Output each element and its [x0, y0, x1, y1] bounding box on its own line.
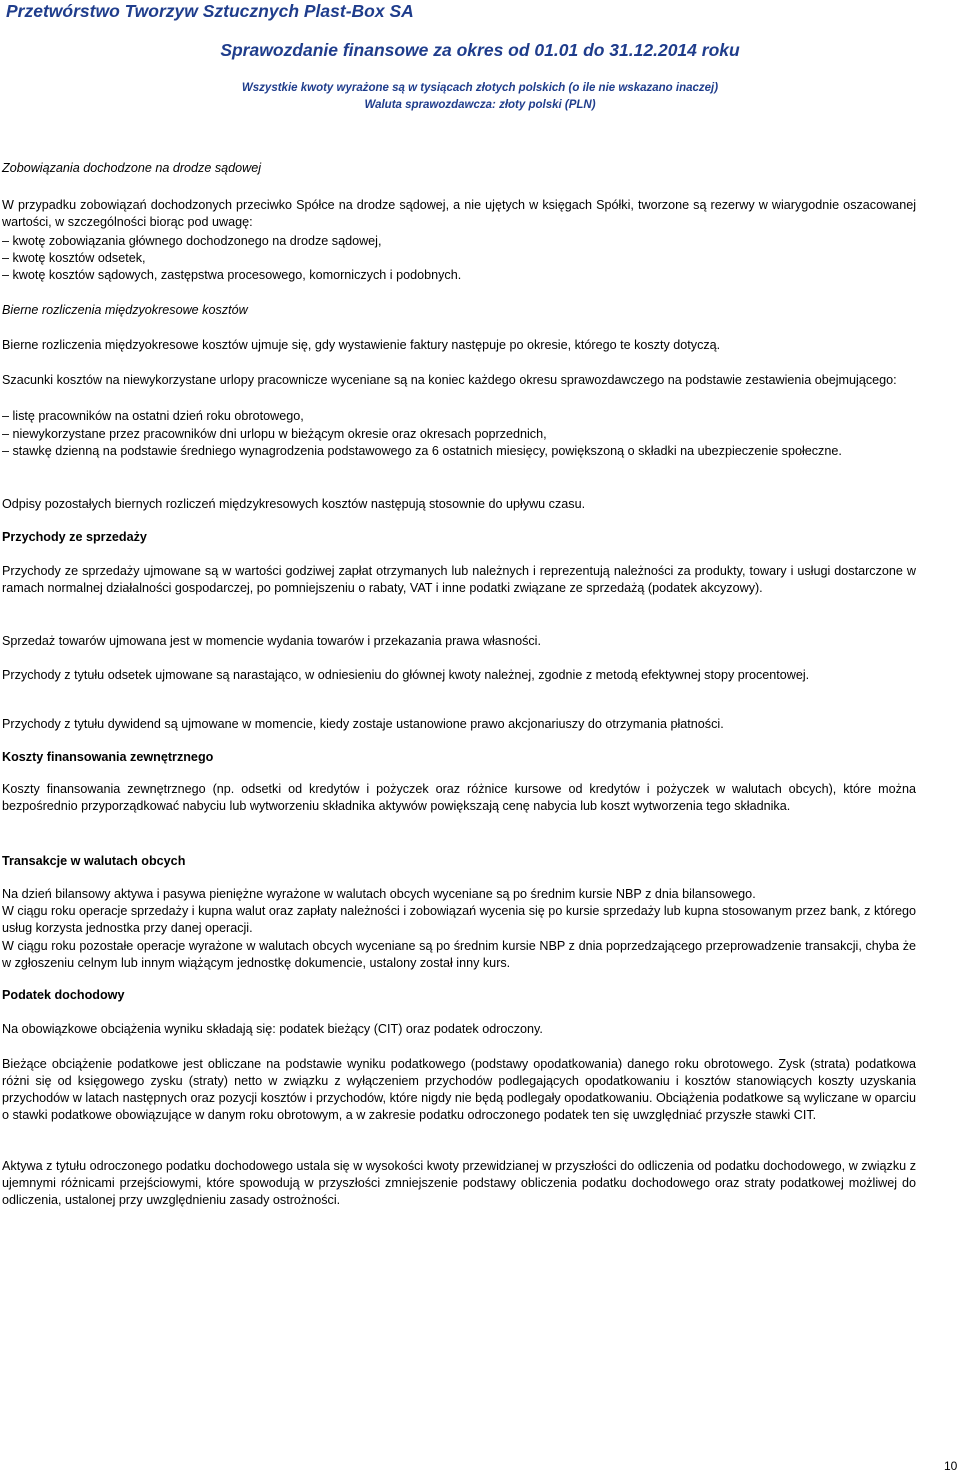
tax-paragraph: Na obowiązkowe obciążenia wyniku składają się: podatek bieżący (CIT) oraz podatek odroczony. — [2, 1022, 543, 1036]
revenue-paragraph: Przychody z tytułu dywidend są ujmowane w momencie, kiedy zostaje ustanowione prawo akcjonariuszy do otrzymania płatności. — [2, 717, 724, 731]
section-heading-court-liabilities: Zobowiązania dochodzone na drodze sądowej — [2, 161, 262, 175]
section-heading-tax: Podatek dochodowy — [2, 988, 125, 1002]
accruals-item: – stawkę dzienną na podstawie średniego wynagrodzenia podstawowego za 6 ostatnich miesięcy, powiększoną o składki na ubezpieczenie społeczne. — [2, 444, 842, 458]
tax-paragraph: Bieżące obciążenie podatkowe jest obliczane na podstawie wyniku podatkowego (podstawy opodatkowania) danego roku obrotowego. Zysk (strata) podatkowa różni się od księgowego zysku (straty) netto w związku z wyłączeniem przychodów podlegających opodatkowaniu i kosztów stanowiących koszty uzyskania przychodów w latach następnych oraz pozycji kosztów i przychodów, które nigdy nie będą podlegały opodatkowaniu. Obciążenia podatkowe są wyliczane w oparciu o stawki podatkowe obowiązujące w danym roku obrotowym, a w zakresie podatku odroczonego podatek ten się uwzględniać przyszłe stawki CIT. — [2, 1057, 916, 1122]
financing-paragraph: Koszty finansowania zewnętrznego (np. odsetki od kredytów i pożyczek oraz różnice kursowe od kredytów i pożyczek w walutach obcych), które można bezpośrednio przyporządkować nabyciu lub wytworzeniu składnika aktywów powiększają cenę nabycia lub koszt wytworzenia tego składnika. — [2, 782, 916, 813]
accruals-paragraph: Bierne rozliczenia międzyokresowe kosztów ujmuje się, gdy wystawienie faktury następuje po okresie, którego te koszty dotyczą. — [2, 338, 721, 352]
company-name: Przetwórstwo Tworzyw Sztucznych Plast-Box SA — [6, 1, 414, 21]
court-liabilities-item: – kwotę kosztów sądowych, zastępstwa procesowego, komorniczych i podobnych. — [2, 268, 462, 282]
tax-paragraph: Aktywa z tytułu odroczonego podatku dochodowego ustala się w wysokości kwoty przewidzianej w przyszłości do odliczenia od podatku dochodowego, w związku z ujemnymi różnicami przejściowymi, które spowodują w przyszłości zmniejszenie podstawy obliczenia podatku dochodowego oraz straty podatkowej możliwej do odliczenia, ustalonej przy uwzględnieniu zasady ostrożności. — [2, 1159, 916, 1207]
page-number: 10 — [944, 1459, 958, 1473]
section-heading-financing: Koszty finansowania zewnętrznego — [2, 750, 214, 764]
section-heading-fx: Transakcje w walutach obcych — [2, 854, 186, 868]
accruals-item: – niewykorzystane przez pracowników dni urlopu w bieżącym okresie oraz okresach poprzednich, — [2, 427, 547, 441]
currency-note: Waluta sprawozdawcza: złoty polski (PLN) — [364, 99, 596, 111]
report-title: Sprawozdanie finansowe za okres od 01.01 do 31.12.2014 roku — [220, 40, 740, 60]
court-liabilities-item: – kwotę kosztów odsetek, — [2, 251, 146, 265]
fx-paragraph: Na dzień bilansowy aktywa i pasywa pieniężne wyrażone w walutach obcych wyceniane są po średnim kursie NBP z dnia bilansowego. — [2, 887, 756, 901]
fx-paragraph: W ciągu roku pozostałe operacje wyrażone w walutach obcych wyceniane są po średnim kursie NBP z dnia poprzedzającego przeprowadzenie transakcji, chyba że w zgłoszeniu celnym lub innym wiążącym jednostkę dokumencie, ustalony został inny kurs. — [2, 939, 916, 970]
section-heading-revenue: Przychody ze sprzedaży — [2, 530, 147, 544]
revenue-paragraph: Sprzedaż towarów ujmowana jest w momencie wydania towarów i przekazania prawa własności. — [2, 634, 541, 648]
court-liabilities-item: – kwotę zobowiązania głównego dochodzonego na drodze sądowej, — [2, 234, 382, 248]
accruals-paragraph: Odpisy pozostałych biernych rozliczeń międzykresowych kosztów następują stosownie do upływu czasu. — [2, 497, 586, 511]
section-heading-accruals: Bierne rozliczenia międzyokresowe kosztów — [2, 303, 248, 317]
accruals-paragraph: Szacunki kosztów na niewykorzystane urlopy pracownicze wyceniane są na koniec każdego okresu sprawozdawczego na podstawie zestawienia obejmującego: — [2, 373, 897, 387]
court-liabilities-intro: W przypadku zobowiązań dochodzonych przeciwko Spółce na drodze sądowej, a nie ujętych w księgach Spółki, tworzone są rezerwy w wiarygodnie oszacowanej wartości, w szczególności biorąc pod uwagę: — [2, 198, 916, 229]
revenue-paragraph: Przychody ze sprzedaży ujmowane są w wartości godziwej zapłat otrzymanych lub należnych i reprezentują należności za produkty, towary i usługi dostarczone w ramach normalnej działalności gospodarczej, po pomniejszeniu o rabaty, VAT i inne podatki związane ze sprzedażą (podatek akcyzowy). — [2, 564, 916, 595]
revenue-paragraph: Przychody z tytułu odsetek ujmowane są narastająco, w odniesieniu do głównej kwoty należnej, zgodnie z metodą efektywnej stopy procentowej. — [2, 668, 810, 682]
accruals-item: – listę pracowników na ostatni dzień roku obrotowego, — [2, 409, 304, 423]
fx-paragraph: W ciągu roku operacje sprzedaży i kupna walut oraz zapłaty należności i zobowiązań wycenia się po kursie sprzedaży lub kupna stosowanym przez bank, z którego usług korzysta jednostka przy danej operacji. — [2, 904, 916, 935]
amounts-note: Wszystkie kwoty wyrażone są w tysiącach złotych polskich (o ile nie wskazano inaczej) — [241, 82, 719, 94]
